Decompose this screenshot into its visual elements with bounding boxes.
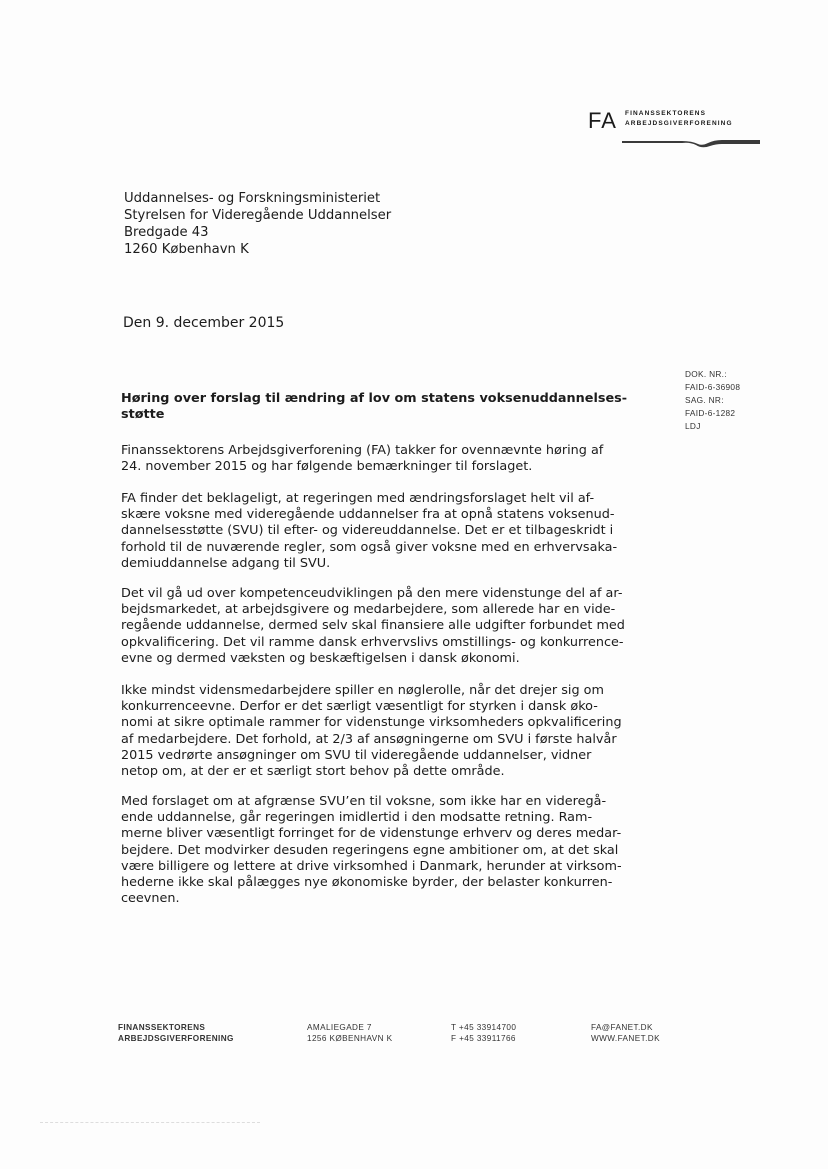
footer-org-line: ARBEJDSGIVERFORENING: [118, 1034, 234, 1043]
fa-logo: [588, 108, 768, 152]
text-line: skære voksne med videregående uddannelser fra at opnå statens voksenud-: [121, 507, 615, 523]
text-line: hederne ikke skal pålægges nye økonomiske byrder, der belaster konkurren-: [121, 875, 613, 891]
text-line: ende uddannelse, går regeringen imidlertid i den modsatte retning. Ram-: [121, 810, 593, 826]
footer-org-line: FINANSSEKTORENS: [118, 1023, 206, 1032]
dok-value: FAID-6-36908: [685, 382, 741, 392]
text-line: dannelsesstøtte (SVU) til efter- og videreuddannelse. Det er et tilbageskridt i: [121, 523, 614, 539]
text-line: bejdsmarkedet, at arbejdsgivere og medarbejdere, som allerede har en vide-: [121, 602, 616, 618]
text-line: være billigere og lettere at drive virksomhed i Danmark, herunder at virksom-: [121, 858, 622, 874]
reference-block: [685, 368, 740, 433]
footer-organisation: [118, 1022, 234, 1044]
letter-date: Den 9. december 2015: [123, 315, 285, 331]
text-line: 24. november 2015 og har følgende bemærkninger til forslaget.: [121, 459, 533, 475]
address-line: 1260 København K: [124, 242, 249, 257]
footer-phone: T +45 33914700: [451, 1023, 517, 1032]
text-line: opkvalificering. Det vil ramme dansk erhvervslivs omstillings- og konkurrence-: [121, 634, 624, 650]
text-line: netop om, at der er et særligt stort behov på dette område.: [121, 764, 505, 780]
letter-subject: [121, 391, 641, 423]
text-line: demiuddannelse adgang til SVU.: [121, 555, 331, 571]
sag-value: FAID-6-1282: [685, 408, 736, 418]
text-line: 2015 vedrørte ansøgninger om SVU til videregående uddannelser, vidner: [121, 747, 592, 763]
footer-contact: [591, 1022, 660, 1044]
subject-line: Høring over forslag til ændring af lov om statens voksenuddannelses-: [121, 391, 628, 406]
logo-abbreviation: FA: [588, 108, 617, 133]
footer-address: [307, 1022, 392, 1044]
paragraph: [121, 491, 641, 572]
paragraph: [121, 794, 641, 907]
address-line: Uddannelses- og Forskningsministeriet: [124, 191, 381, 206]
text-line: Med forslaget om at afgrænse SVU’en til voksne, som ikke har en videregå-: [121, 794, 607, 809]
address-line: Bredgade 43: [124, 225, 209, 240]
footer-email: FA@FANET.DK: [591, 1023, 653, 1032]
text-line: konkurrenceevne. Derfor er det særligt væsentligt for styrken i dansk øko-: [121, 699, 598, 715]
address-line: Styrelsen for Videregående Uddannelser: [124, 208, 392, 223]
scan-artifact-line: [40, 1122, 260, 1124]
footer-phone-block: [451, 1022, 516, 1044]
text-line: evne og dermed væksten og beskæftigelsen i dansk økonomi.: [121, 650, 520, 666]
text-line: ceevnen.: [121, 891, 180, 907]
text-line: Ikke mindst vidensmedarbejdere spiller en nøglerolle, når det drejer sig om: [121, 683, 604, 698]
dok-label: DOK. NR.:: [685, 369, 727, 379]
footer-city: 1256 KØBENHAVN K: [307, 1034, 393, 1043]
footer-street: AMALIEGADE 7: [307, 1023, 372, 1032]
logo-text-line1: FINANSSEKTORENS: [625, 110, 707, 117]
sag-label: SAG. NR:: [685, 395, 724, 405]
text-line: af medarbejdere. Det forhold, at 2/3 af ansøgningerne om SVU i første halvår: [121, 731, 617, 747]
text-line: regående uddannelse, dermed selv skal finansiere alle udgifter forbundet med: [121, 618, 625, 634]
recipient-address: [124, 190, 391, 258]
paragraph: [121, 683, 641, 780]
logo-swoosh-icon: [622, 138, 760, 148]
footer-fax: F +45 33911766: [451, 1034, 516, 1043]
paragraph: [121, 443, 641, 475]
text-line: forhold til de nuværende regler, som også giver voksne med en erhvervsaka-: [121, 539, 618, 555]
paragraph: [121, 586, 641, 667]
logo-text-line2: ARBEJDSGIVERFORENING: [625, 120, 733, 127]
footer-web: WWW.FANET.DK: [591, 1034, 660, 1043]
initials: LDJ: [685, 421, 701, 431]
text-line: Det vil gå ud over kompetenceudviklingen på den mere videnstunge del af ar-: [121, 586, 623, 601]
text-line: Finanssektorens Arbejdsgiverforening (FA) takker for ovennævnte høring af: [121, 443, 604, 458]
text-line: nomi at sikre optimale rammer for videnstunge virksomheders opkvalificering: [121, 715, 622, 731]
text-line: FA finder det beklageligt, at regeringen med ændringsforslaget helt vil af-: [121, 491, 595, 506]
text-line: bejdere. Det modvirker desuden regeringens egne ambitioner om, at det skal: [121, 842, 619, 858]
text-line: merne bliver væsentligt forringet for de videnstunge erhverv og deres medar-: [121, 826, 622, 842]
subject-line: støtte: [121, 407, 165, 422]
